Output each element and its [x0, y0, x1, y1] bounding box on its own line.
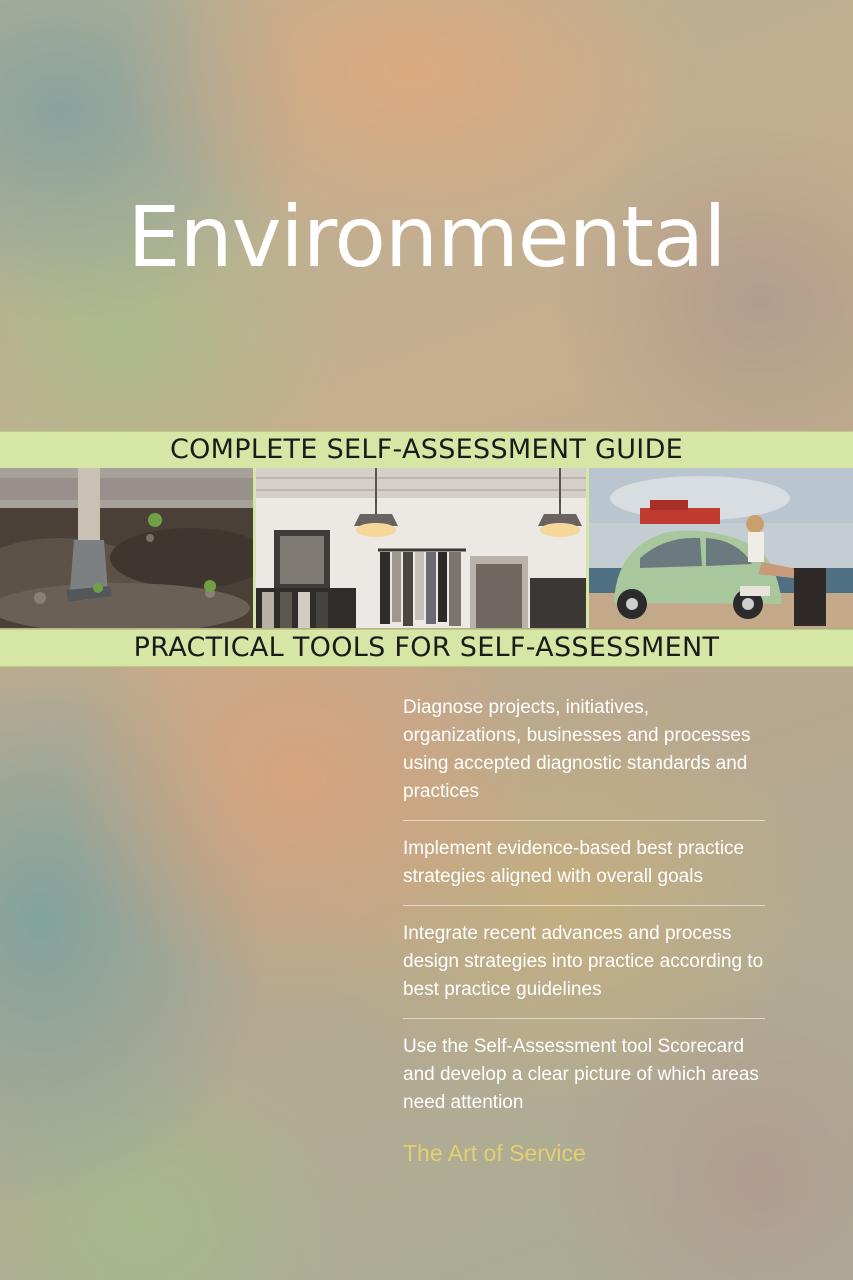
shovel-soil-photo	[0, 468, 270, 628]
divider	[403, 905, 765, 906]
feature-item: Integrate recent advances and process design strategies into practice according to best practice guidelines	[403, 923, 764, 1000]
feature-list	[403, 694, 765, 1131]
guide-banner: COMPLETE SELF-ASSESSMENT GUIDE	[0, 431, 853, 469]
tools-banner: PRACTICAL TOOLS FOR SELF-ASSESSMENT	[0, 629, 853, 667]
feature-item: Diagnose projects, initiatives, organizations, businesses and processes using accepted diagnostic standards and practices	[403, 697, 751, 802]
book-title: Environmental	[127, 188, 726, 286]
publisher-name: The Art of Service	[403, 1140, 586, 1166]
photo-strip-graphic	[0, 468, 853, 628]
divider	[403, 820, 765, 821]
clothing-store-photo	[256, 468, 586, 628]
beach-car-photo	[589, 468, 853, 628]
divider	[403, 1018, 765, 1019]
photo-strip	[0, 468, 853, 628]
feature-item: Use the Self-Assessment tool Scorecard and develop a clear picture of which areas need attention	[403, 1036, 759, 1113]
feature-item: Implement evidence-based best practice strategies aligned with overall goals	[403, 838, 745, 887]
